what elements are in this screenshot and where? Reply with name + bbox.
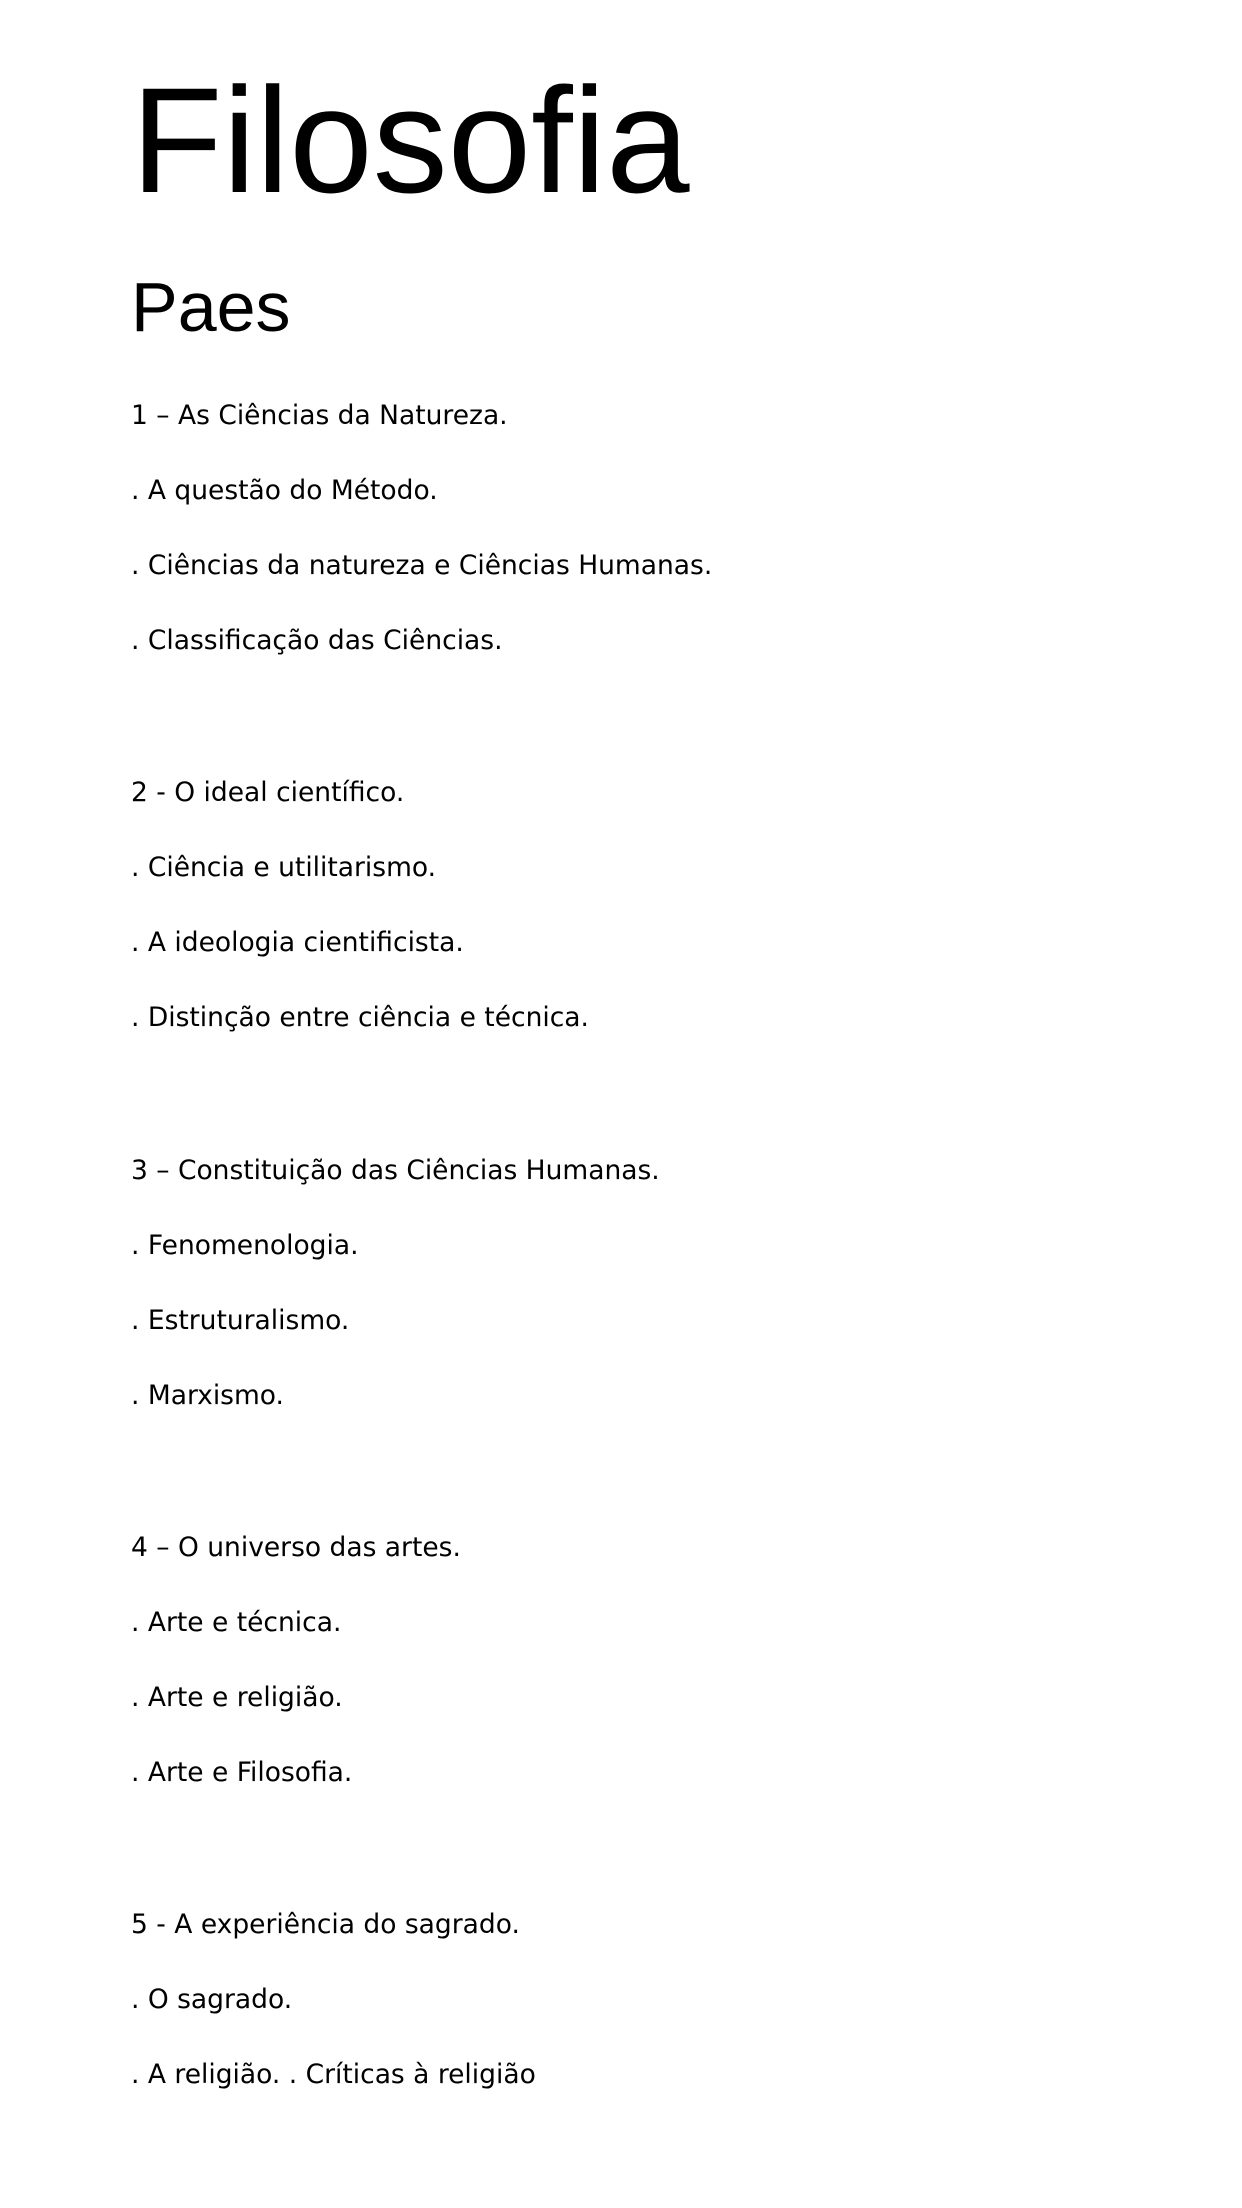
section-2-item-3: . Distinção entre ciência e técnica. bbox=[131, 1002, 589, 1033]
section-4-item-3: . Arte e Filosofia. bbox=[131, 1757, 353, 1788]
section-5-item-2: . A religião. . Críticas à religião bbox=[131, 2059, 536, 2090]
section-3-heading: 3 – Constituição das Ciências Humanas. bbox=[131, 1155, 660, 1186]
section-1-item-2: . Ciências da natureza e Ciências Humanas. bbox=[131, 550, 713, 581]
section-3-item-1: . Fenomenologia. bbox=[131, 1230, 359, 1261]
section-4-item-2: . Arte e religião. bbox=[131, 1682, 343, 1713]
section-2-heading: 2 - O ideal científico. bbox=[131, 777, 405, 808]
section-3-item-2: . Estruturalismo. bbox=[131, 1305, 350, 1336]
section-5-heading: 5 - A experiência do sagrado. bbox=[131, 1909, 520, 1940]
section-1-item-3: . Classificação das Ciências. bbox=[131, 625, 503, 656]
section-4-item-1: . Arte e técnica. bbox=[131, 1607, 342, 1638]
document-subtitle: Paes bbox=[131, 268, 291, 346]
section-5-item-1: . O sagrado. bbox=[131, 1984, 293, 2015]
document-title: Filosofia bbox=[131, 56, 690, 224]
section-4-heading: 4 – O universo das artes. bbox=[131, 1532, 461, 1563]
section-2-item-1: . Ciência e utilitarismo. bbox=[131, 852, 437, 883]
section-1-heading: 1 – As Ciências da Natureza. bbox=[131, 400, 508, 431]
section-3-item-3: . Marxismo. bbox=[131, 1380, 284, 1411]
section-2-item-2: . A ideologia cientificista. bbox=[131, 927, 464, 958]
section-1-item-1: . A questão do Método. bbox=[131, 475, 438, 506]
